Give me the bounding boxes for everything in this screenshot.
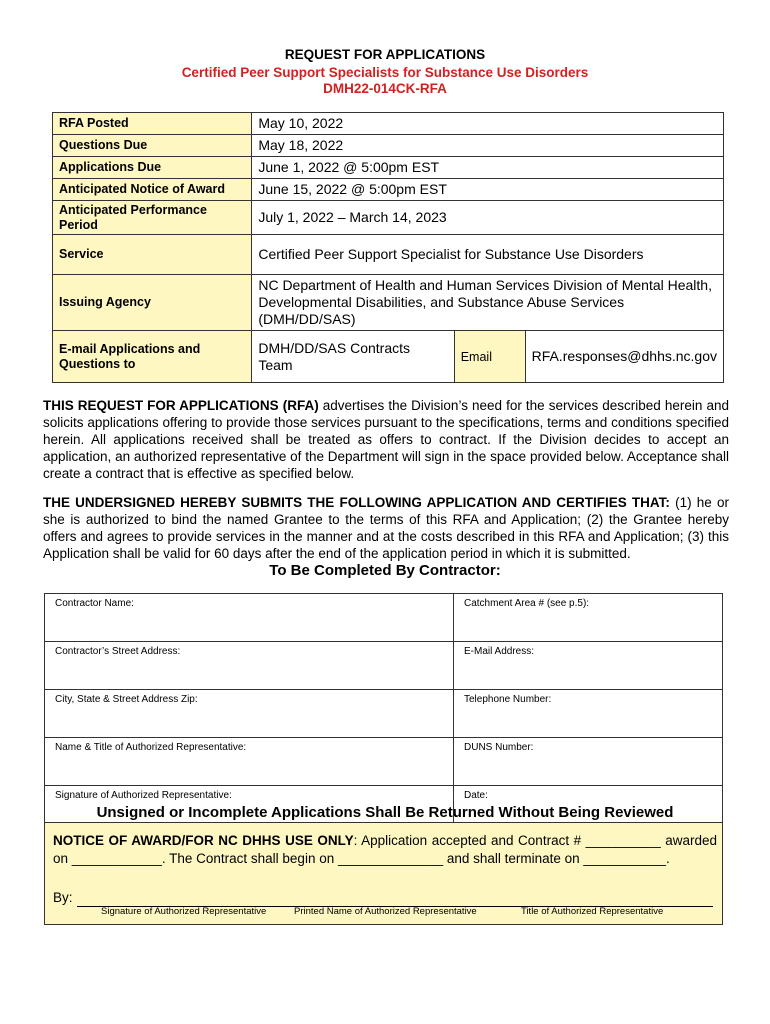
sig-label-printed-name: Printed Name of Authorized Representative (294, 906, 477, 917)
table-row (53, 135, 724, 157)
table-row (53, 157, 724, 179)
table-row (53, 113, 724, 135)
representative-name-field[interactable]: Name & Title of Authorized Representative: (45, 738, 454, 786)
notice-of-award-text (53, 832, 717, 868)
label-rfa-posted: RFA Posted (53, 113, 252, 135)
table-row (53, 235, 724, 275)
label-email: Email (454, 331, 525, 383)
table-row (45, 642, 723, 690)
label-issuing-agency: Issuing Agency (53, 275, 252, 331)
by-label: By: (53, 890, 73, 905)
certification-paragraph (43, 494, 729, 562)
notice-lead: NOTICE OF AWARD/FOR NC DHHS USE ONLY (53, 833, 354, 848)
value-issuing-agency: NC Department of Health and Human Services Division of Mental Health, Developmental Disabilities, and Substance Abuse Services (DMH/DD/SAS) (252, 275, 724, 331)
rfa-lead: THIS REQUEST FOR APPLICATIONS (RFA) (43, 398, 319, 413)
label-questions-due: Questions Due (53, 135, 252, 157)
city-state-zip-field[interactable]: City, State & Street Address Zip: (45, 690, 454, 738)
label-performance-period: Anticipated Performance Period (53, 201, 252, 235)
sig-label-title: Title of Authorized Representative (521, 906, 664, 917)
email-address-field[interactable]: E-Mail Address: (454, 642, 723, 690)
value-service: Certified Peer Support Specialist for Substance Use Disorders (252, 235, 724, 275)
rfa-description-paragraph (43, 397, 729, 482)
duns-number-field[interactable]: DUNS Number: (454, 738, 723, 786)
value-contracts-team: DMH/DD/SAS Contracts Team (252, 331, 454, 383)
page-title: REQUEST FOR APPLICATIONS (284, 47, 486, 62)
table-row (53, 179, 724, 201)
sig-label-signature: Signature of Authorized Representative (101, 906, 267, 917)
table-row (45, 594, 723, 642)
table-row (53, 201, 724, 235)
notice-of-award-box (44, 822, 723, 925)
label-service: Service (53, 235, 252, 275)
telephone-field[interactable]: Telephone Number: (454, 690, 723, 738)
certification-lead: THE UNDERSIGNED HEREBY SUBMITS THE FOLLOWING APPLICATION AND CERTIFIES THAT: (43, 495, 670, 510)
catchment-area-field[interactable]: Catchment Area # (see p.5): (454, 594, 723, 642)
rfa-description-text: advertises the Division’s need for the services described herein and solicits applications offering to provide those services pursuant to the specifications, terms and conditions specified herein. All applications received shall be treated as offers to contract. If the Division decides to accept an application, an authorized representative of the Department will sign in the space provided below. Acceptance shall create a contract that is effective as specified below. (43, 398, 729, 481)
value-notice-of-award: June 15, 2022 @ 5:00pm EST (252, 179, 724, 201)
certification-text: (1) he or she is authorized to bind the named Grantee to the terms of this RFA and Application; (2) the Grantee hereby offers and agrees to provide services in the manner and at the costs described in this RFA and Application; (3) this Application shall be valid for 60 days after the end of the application period in which it is submitted. (43, 495, 729, 561)
notice-body: : Application accepted and Contract # __________ awarded on ____________. The Contract shall begin on ______________ and shall terminate on ___________. (53, 833, 717, 866)
table-row (45, 738, 723, 786)
street-address-field[interactable]: Contractor’s Street Address: (45, 642, 454, 690)
contractor-section-title: To Be Completed By Contractor: (269, 562, 501, 579)
label-email-applications: E-mail Applications and Questions to (53, 331, 252, 383)
rfa-info-table (52, 112, 724, 383)
value-rfa-posted: May 10, 2022 (252, 113, 724, 135)
signature-field[interactable]: Signature of Authorized Representative: (45, 786, 454, 834)
value-performance-period: July 1, 2022 – March 14, 2023 (252, 201, 724, 235)
value-questions-due: May 18, 2022 (252, 135, 724, 157)
rfa-code: DMH22-014CK-RFA (323, 81, 447, 96)
table-row (53, 331, 724, 383)
contractor-name-field[interactable]: Contractor Name: (45, 594, 454, 642)
label-applications-due: Applications Due (53, 157, 252, 179)
date-field[interactable]: Date: (454, 786, 723, 834)
unsigned-warning: Unsigned or Incomplete Applications Shall Be Returned Without Being Reviewed (96, 804, 674, 821)
table-row (45, 690, 723, 738)
contractor-info-table (44, 593, 723, 834)
email-link[interactable]: RFA.responses@dhhs.nc.gov (525, 331, 723, 383)
value-applications-due: June 1, 2022 @ 5:00pm EST (252, 157, 724, 179)
rfa-subtitle: Certified Peer Support Specialists for Substance Use Disorders (181, 65, 589, 80)
label-notice-of-award: Anticipated Notice of Award (53, 179, 252, 201)
table-row (53, 275, 724, 331)
